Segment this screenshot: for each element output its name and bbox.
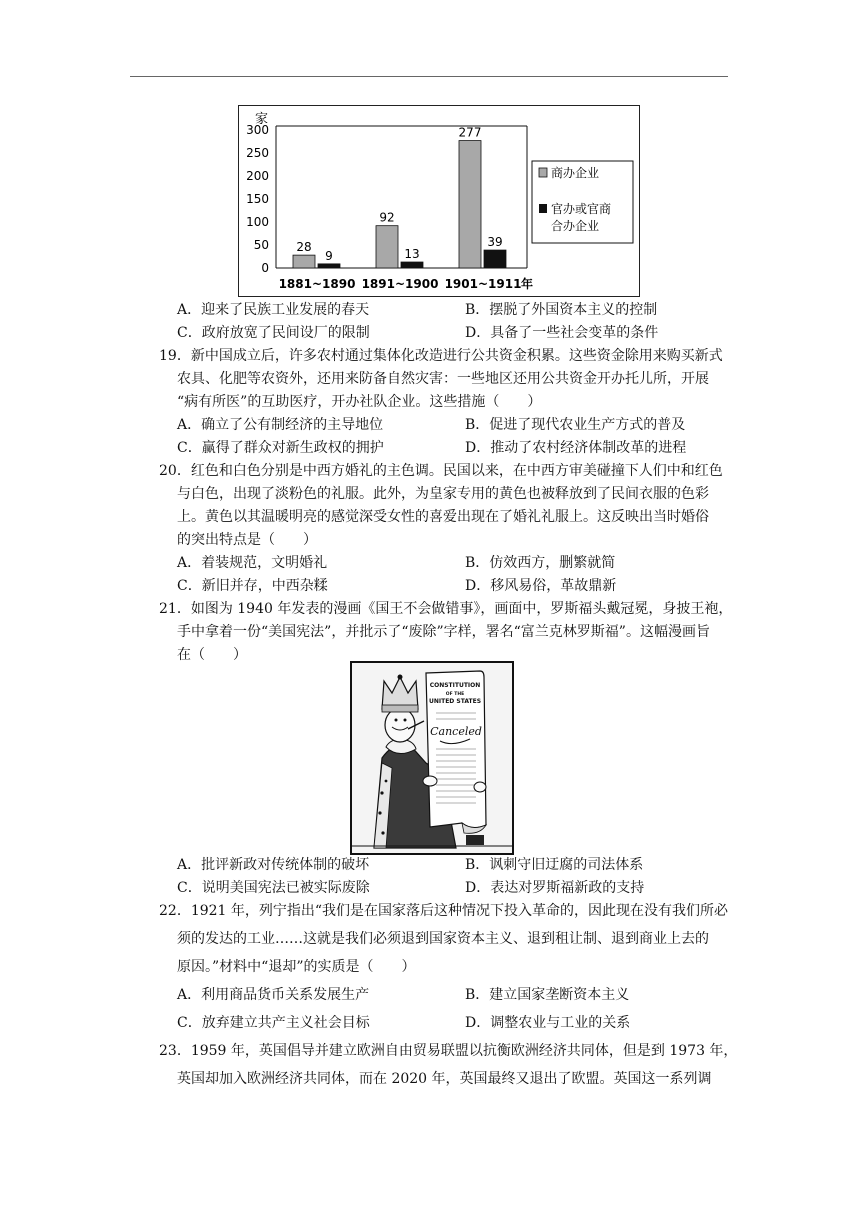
q22-option-c[interactable]: C．放弃建立共产主义社会目标 <box>177 1015 370 1031</box>
q23-stem-line-1: 23．1959 年，英国倡导并建立欧洲自由贸易联盟以抗衡欧洲经济共同体，但是到 1973 年， <box>159 1043 738 1059</box>
q20-stem-line-3: 上。黄色以其温暖明亮的感觉深受女性的喜爱出现在了婚礼礼服上。这反映出当时婚俗 <box>177 509 709 525</box>
q21-option-a[interactable]: A．批评新政对传统体制的破坏 <box>177 857 370 873</box>
y-tick-label: 300 <box>246 123 269 137</box>
y-axis-ticks <box>246 123 269 275</box>
bar-chart-plot <box>239 106 639 296</box>
legend-label-official-line1: 官办或官商 <box>551 202 612 216</box>
cartoon-stamp-text: Canceled <box>430 725 482 738</box>
cartoon-doc-title-1: CONSTITUTION <box>429 682 481 689</box>
bar-commercial-2 <box>376 226 398 268</box>
q18-option-a[interactable]: A．迎来了民族工业发展的春天 <box>177 302 370 318</box>
cartoon-doc-title-2: OF THE <box>445 692 465 697</box>
y-tick-label: 150 <box>246 192 269 206</box>
q22-stem-line-2: 须的发达的工业……这就是我们必须退到国家资本主义、退到租让制、退到商业上去的 <box>177 931 709 947</box>
legend-label-official-line2: 合办企业 <box>551 219 600 233</box>
q18-option-b[interactable]: B．摆脱了外国资本主义的控制 <box>465 302 658 318</box>
x-axis-labels <box>279 276 533 291</box>
cartoon-doc-title-3: UNITED STATES <box>428 698 482 705</box>
bar-value-label: 9 <box>325 248 333 263</box>
y-tick-label: 100 <box>246 215 269 229</box>
q19-option-b[interactable]: B．促进了现代农业生产方式的普及 <box>465 417 686 433</box>
q21-option-c[interactable]: C．说明美国宪法已被实际废除 <box>177 880 370 896</box>
roosevelt-cartoon <box>350 661 514 855</box>
q19-stem-line-3: “病有所医”的互助医疗，开办社队企业。这些措施（ ） <box>177 394 542 410</box>
q19-option-a[interactable]: A．确立了公有制经济的主导地位 <box>177 417 384 433</box>
q19-option-d[interactable]: D．推动了农村经济体制改革的进程 <box>465 440 687 456</box>
y-tick-label: 200 <box>246 169 269 183</box>
bar-value-label: 28 <box>296 240 312 255</box>
x-axis-suffix: 年 <box>521 277 534 291</box>
legend <box>532 161 633 243</box>
q18-option-d[interactable]: D．具备了一些社会变革的条件 <box>465 325 659 341</box>
q20-stem-line-2: 与白色，出现了淡粉色的礼服。此外，为皇家专用的黄色也被释放到了民间衣服的色彩 <box>177 486 709 502</box>
q22-option-d[interactable]: D．调整农业与工业的关系 <box>465 1015 631 1031</box>
q21-stem-line-1: 21．如图为 1940 年发表的漫画《国王不会做错事》，画面中，罗斯福头戴冠冕，身披王袍， <box>159 601 733 617</box>
x-label-1891-1900: 1891~1900 <box>361 277 439 291</box>
y-axis-unit: 家 <box>255 112 269 127</box>
q19-stem-line-1: 19．新中国成立后，许多农村通过集体化改造进行公共资金积累。这些资金除用来购买新式 <box>159 348 723 364</box>
bar-official-2 <box>401 262 423 268</box>
cartoon-drawing <box>352 663 512 853</box>
q18-option-c[interactable]: C．政府放宽了民间设厂的限制 <box>177 325 370 341</box>
q21-stem-line-3: 在（ ） <box>177 647 247 663</box>
q20-option-c[interactable]: C．新旧并存，中西杂糅 <box>177 578 328 594</box>
y-tick-label: 0 <box>261 261 269 275</box>
q20-option-a[interactable]: A．着装规范，文明婚礼 <box>177 555 328 571</box>
q23-stem-line-2: 英国却加入欧洲经济共同体，而在 2020 年，英国最终又退出了欧盟。英国这一系列调 <box>177 1071 712 1087</box>
bar-chart <box>238 105 640 297</box>
bar-value-label: 39 <box>487 235 503 250</box>
bars <box>293 126 506 268</box>
bar-value-label: 277 <box>458 125 482 140</box>
q22-option-b[interactable]: B．建立国家垄断资本主义 <box>465 987 630 1003</box>
q20-option-b[interactable]: B．仿效西方，删繁就简 <box>465 555 616 571</box>
legend-swatch-commercial <box>539 168 547 177</box>
q22-option-a[interactable]: A．利用商品货币关系发展生产 <box>177 987 370 1003</box>
y-tick-label: 50 <box>253 238 269 252</box>
q19-option-c[interactable]: C．赢得了群众对新生政权的拥护 <box>177 440 384 456</box>
legend-label-commercial: 商办企业 <box>551 166 600 180</box>
q22-stem-line-1: 22．1921 年，列宁指出“我们是在国家落后这种情况下投入革命的，因此现在没有我们所必 <box>159 903 729 919</box>
x-label-1881-1890: 1881~1890 <box>278 277 356 291</box>
q20-option-d[interactable]: D．移风易俗，革故鼎新 <box>465 578 617 594</box>
q20-stem-line-4: 的突出特点是（ ） <box>177 532 317 548</box>
y-tick-label: 250 <box>246 146 269 160</box>
header-rule <box>130 76 728 77</box>
q21-stem-line-2: 手中拿着一份“美国宪法”，并批示了“废除”字样，署名“富兰克林罗斯福”。这幅漫画旨 <box>177 624 710 640</box>
q21-option-d[interactable]: D．表达对罗斯福新政的支持 <box>465 880 645 896</box>
q21-option-b[interactable]: B．讽刺守旧迂腐的司法体系 <box>465 857 644 873</box>
legend-swatch-official <box>539 204 547 213</box>
bar-commercial-1 <box>293 255 315 268</box>
x-label-1901-1911: 1901~1911 <box>444 277 522 291</box>
bar-commercial-3 <box>459 141 481 268</box>
bar-official-1 <box>318 264 340 268</box>
bar-value-label: 13 <box>404 247 420 262</box>
q20-stem-line-1: 20．红色和白色分别是中西方婚礼的主色调。民国以来，在中西方审美碰撞下人们中和红色 <box>159 463 723 479</box>
bar-official-3 <box>484 250 506 268</box>
bar-value-label: 92 <box>379 210 395 225</box>
q22-stem-line-3: 原因。”材料中“退却”的实质是（ ） <box>177 959 416 975</box>
q19-stem-line-2: 农具、化肥等农资外，还用来防备自然灾害：一些地区还用公共资金开办托儿所，开展 <box>177 371 709 387</box>
